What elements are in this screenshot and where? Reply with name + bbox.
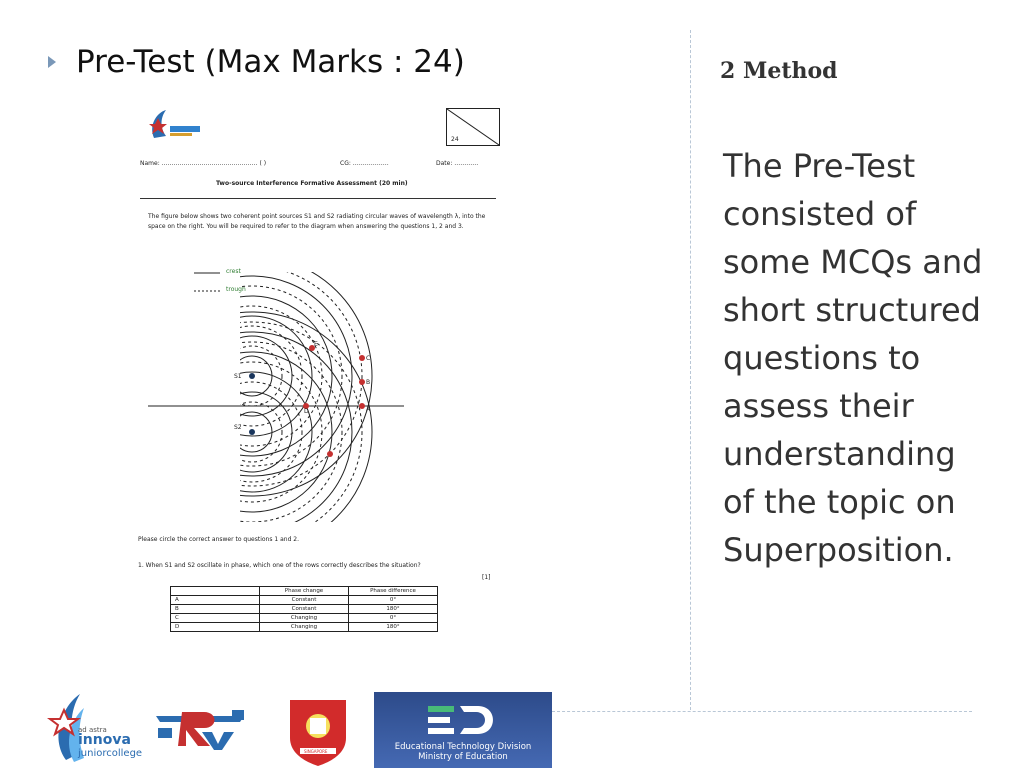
- interference-diagram: [144, 272, 404, 522]
- etd-logo: [374, 692, 552, 768]
- table-cell: 180°: [349, 623, 438, 632]
- legend-crest: crest: [226, 268, 241, 275]
- pretest-worksheet: [130, 96, 510, 656]
- legend-trough: trough: [226, 286, 246, 293]
- worksheet-instruction: Please circle the correct answer to questions 1 and 2.: [138, 536, 300, 543]
- table-row: [171, 605, 438, 614]
- worksheet-question-1: 1. When S1 and S2 oscillate in phase, which one of the rows correctly describes the situation?: [138, 562, 421, 569]
- table-cell: Constant: [260, 605, 349, 614]
- score-value: 24: [451, 136, 459, 143]
- crest-label: SINGAPORE: [304, 749, 328, 754]
- table-cell: Constant: [260, 596, 349, 605]
- worksheet-rule: [140, 198, 496, 199]
- innova-subtitle: juniorcollege: [78, 748, 143, 759]
- innova-motto: ad astra: [78, 726, 107, 734]
- etd-line-1: Educational Technology Division: [394, 742, 532, 752]
- score-box: [446, 108, 500, 146]
- side-heading: 2 Method: [720, 58, 838, 84]
- table-cell: Changing: [260, 623, 349, 632]
- table-cell: B: [171, 605, 260, 614]
- label-c: C: [366, 355, 371, 362]
- table-header-cell: Phase difference: [349, 587, 438, 596]
- table-cell: 0°: [349, 614, 438, 623]
- etd-mark-icon: [424, 700, 504, 740]
- bullet-text: Pre-Test (Max Marks : 24): [76, 44, 465, 80]
- table-cell: D: [171, 623, 260, 632]
- logos-strip: [44, 688, 554, 768]
- table-header-row: [171, 587, 438, 596]
- table-header-cell: Phase change: [260, 587, 349, 596]
- date-line: Date: …………: [436, 160, 479, 167]
- worksheet-logo-icon: [144, 104, 204, 144]
- label-s2: S2: [234, 424, 242, 431]
- rv-logo-icon: [152, 706, 248, 752]
- table-row: [171, 596, 438, 605]
- etd-line-2: Ministry of Education: [418, 752, 508, 762]
- worksheet-intro: The figure below shows two coherent point sources S1 and S2 radiating circular waves of wavelength λ, into the space on the right. You will be required to refer to the diagram when answering the questions 1, 2 and 3.: [148, 213, 486, 230]
- label-a: A: [366, 406, 371, 413]
- worksheet-title: Two-source Interference Formative Assessment (20 min): [216, 180, 408, 187]
- table-row: [171, 623, 438, 632]
- label-e: E: [314, 341, 318, 348]
- table-cell: C: [171, 614, 260, 623]
- label-d: D: [304, 408, 309, 415]
- label-b: B: [366, 379, 371, 386]
- table-row: [171, 614, 438, 623]
- label-s1: S1: [234, 373, 242, 380]
- table-cell: 0°: [349, 596, 438, 605]
- table-header-cell: [171, 587, 260, 596]
- vertical-divider: [690, 30, 691, 710]
- crest-logo-icon: [286, 696, 350, 768]
- side-body: The Pre-Test consisted of some MCQs and short structured questions to assess their understanding of the topic on Superposition.: [723, 147, 983, 569]
- horizontal-divider: [552, 711, 972, 712]
- table-cell: Changing: [260, 614, 349, 623]
- cg-line: CG: ………………: [340, 160, 389, 167]
- innova-name: innova: [78, 732, 131, 748]
- worksheet-question-1-marks: [1]: [482, 574, 491, 581]
- table-cell: A: [171, 596, 260, 605]
- bullet-arrow-icon: [48, 56, 56, 68]
- bullet-row: [48, 44, 465, 80]
- answer-table: [170, 586, 438, 632]
- name-line: Name: ………………………………………… ( ): [140, 160, 267, 167]
- table-cell: 180°: [349, 605, 438, 614]
